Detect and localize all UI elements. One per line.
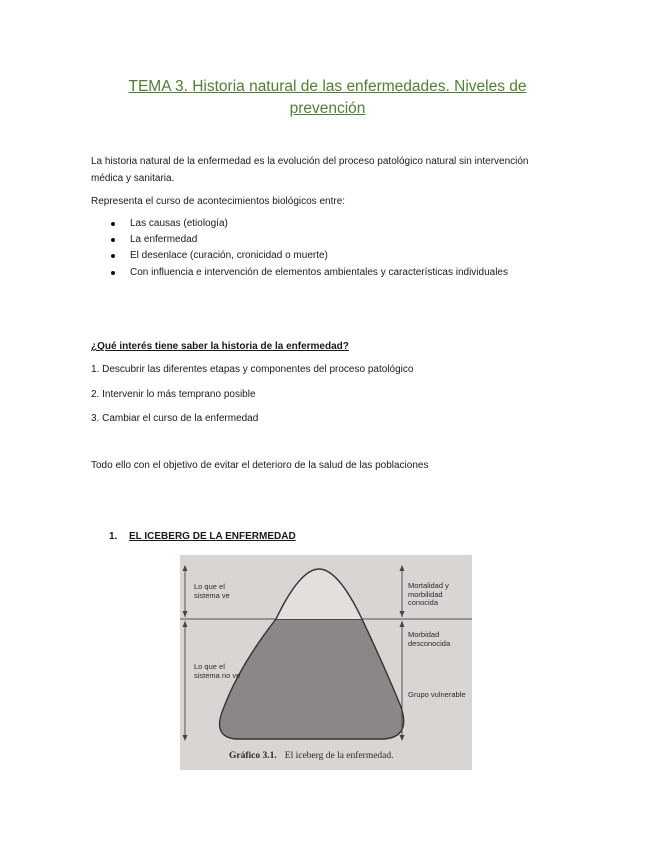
right-arrow-top-foot: [400, 611, 405, 617]
left-arrow-bottom-head: [183, 621, 188, 627]
label-vulnerable-group: Grupo vulnerable: [408, 690, 466, 699]
reason-item: 3. Cambiar el curso de la enfermedad: [91, 413, 259, 424]
reason-item: 2. Intervenir lo más temprano posible: [91, 389, 256, 400]
reason-item: 1. Descubrir las diferentes etapas y componentes del proceso patológico: [91, 364, 414, 375]
label-unknown-morbidity: Morbidad desconocida: [408, 630, 451, 648]
right-arrow-bottom-foot: [400, 735, 405, 741]
section-title: EL ICEBERG DE LA ENFERMEDAD: [129, 531, 296, 542]
caption-text: El iceberg de la enfermedad.: [284, 751, 394, 761]
caption-number: Gráfico 3.1.: [229, 751, 277, 761]
left-arrow-top-foot: [183, 611, 188, 617]
right-arrow-top-head: [400, 565, 405, 571]
figure-caption: [229, 751, 394, 761]
section-heading: [109, 531, 296, 542]
intro-paragraph: La historia natural de la enfermedad es la evolución del proceso patológico natural sin intervención médica y sanitaria.: [91, 156, 529, 184]
conclusion-paragraph: Todo ello con el objetivo de evitar el deterioro de la salud de las poblaciones: [91, 460, 429, 471]
list-item: La enfermedad: [91, 232, 508, 248]
question-heading: ¿Qué interés tiene saber la historia de la enfermedad?: [91, 341, 349, 352]
label-system-not-sees: Lo que el sistema no ve: [194, 662, 241, 680]
biological-events-list: [91, 216, 508, 281]
iceberg-tip: [276, 569, 362, 619]
list-item: Las causas (etiología): [91, 216, 508, 232]
left-arrow-bottom-foot: [183, 735, 188, 741]
bullet-icon: [111, 222, 115, 226]
bullet-icon: [111, 271, 115, 275]
label-system-sees: Lo que el sistema ve: [194, 582, 230, 600]
right-arrow-bottom-head: [400, 621, 405, 627]
label-known-morbidity: Mortalidad y morbilidad conocida: [408, 581, 449, 607]
iceberg-figure: [180, 555, 472, 770]
iceberg-submerged: [220, 619, 404, 739]
left-arrow-top-head: [183, 565, 188, 571]
list-item: El desenlace (curación, cronicidad o muerte): [91, 248, 508, 264]
bullet-icon: [111, 238, 115, 242]
section-number: 1.: [109, 531, 118, 542]
page-title: TEMA 3. Historia natural de las enfermedades. Niveles de prevención: [128, 78, 527, 117]
represent-paragraph: Representa el curso de acontecimientos biológicos entre:: [91, 196, 346, 207]
list-item: Con influencia e intervención de elementos ambientales y características individuales: [91, 265, 508, 281]
bullet-icon: [111, 254, 115, 258]
